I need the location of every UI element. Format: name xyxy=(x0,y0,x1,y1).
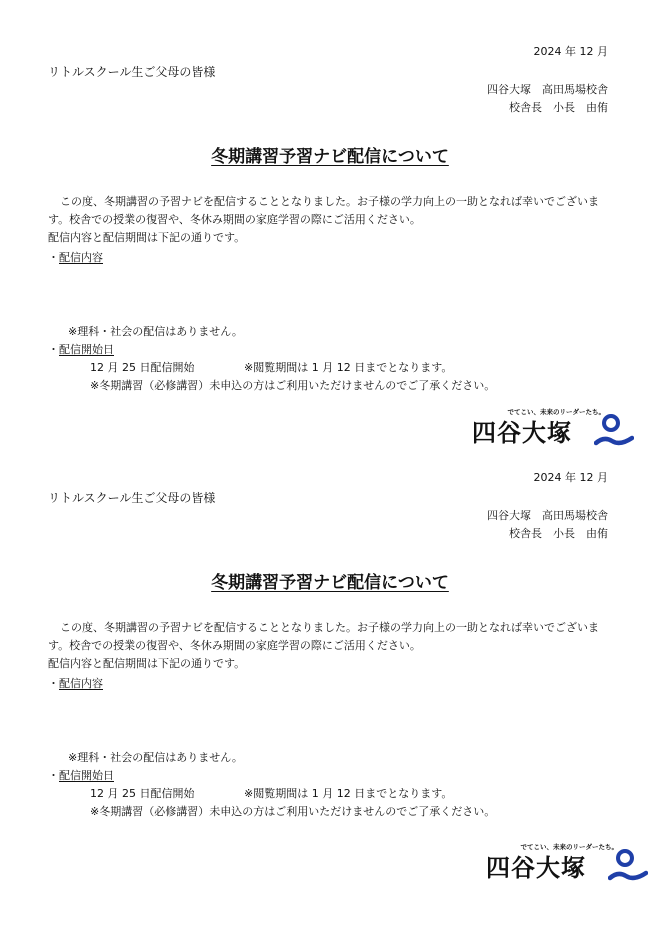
yotsuya-logo-icon xyxy=(594,414,634,448)
bullet: ・ xyxy=(48,677,59,690)
principal-name: 校舎長 小長 由侑 xyxy=(509,101,608,114)
logo-tagline: でてこい、未来のリーダーたち。 xyxy=(507,408,605,416)
body-line-distribution: 配信内容と配信期間は下記の通りです。 xyxy=(48,231,246,244)
body-paragraph: この度、冬期講習の予習ナビを配信することとなりました。お子様の学力向上の一助となれば幸いでございます。校舎での授業の復習や、冬休み期間の家庭学習の際にご活用ください。 xyxy=(48,195,599,226)
school-name: 四谷大塚 高田馬場校舎 xyxy=(487,83,608,96)
notice-date: 2024 年 12 月 xyxy=(533,471,608,484)
notice-title xyxy=(0,146,660,168)
addressee: リトルスクール生ご父母の皆様 xyxy=(48,65,216,79)
section-label: 配信内容 xyxy=(59,251,103,264)
yotsuya-logo-icon xyxy=(608,849,648,883)
title-text: 冬期講習予習ナビ配信について xyxy=(211,573,449,593)
school-name: 四谷大塚 高田馬場校舎 xyxy=(487,509,608,522)
bullet: ・ xyxy=(48,251,59,264)
body-paragraph: この度、冬期講習の予習ナビを配信することとなりました。お子様の学力向上の一助となれば幸いでございます。校舎での授業の復習や、冬休み期間の家庭学習の際にご活用ください。 xyxy=(48,621,599,652)
section-content-heading xyxy=(48,251,103,265)
bullet: ・ xyxy=(48,343,59,356)
principal-name: 校舎長 小長 由侑 xyxy=(509,527,608,540)
section-label: 配信開始日 xyxy=(59,769,114,782)
start-date: 12 月 25 日配信開始 xyxy=(90,361,195,374)
logo-name: 四谷大塚 xyxy=(472,419,572,447)
bullet: ・ xyxy=(48,769,59,782)
section-label: 配信開始日 xyxy=(59,343,114,356)
note-subjects: ※理科・社会の配信はありません。 xyxy=(68,325,243,338)
logo-tagline: でてこい、未来のリーダーたち。 xyxy=(520,843,618,851)
addressee: リトルスクール生ご父母の皆様 xyxy=(48,491,216,505)
viewing-period: ※閲覧期間は 1 月 12 日までとなります。 xyxy=(244,361,453,374)
note-requirement: ※冬期講習（必修講習）未申込の方はご利用いただけませんのでご了承ください。 xyxy=(90,805,496,818)
start-date: 12 月 25 日配信開始 xyxy=(90,787,195,800)
section-start-heading xyxy=(48,343,114,357)
note-requirement: ※冬期講習（必修講習）未申込の方はご利用いただけませんのでご了承ください。 xyxy=(90,379,496,392)
section-content-heading xyxy=(48,677,103,691)
section-start-heading xyxy=(48,769,114,783)
viewing-period: ※閲覧期間は 1 月 12 日までとなります。 xyxy=(244,787,453,800)
note-subjects: ※理科・社会の配信はありません。 xyxy=(68,751,243,764)
logo-name: 四谷大塚 xyxy=(486,854,586,882)
notice-date: 2024 年 12 月 xyxy=(533,45,608,58)
notice-title xyxy=(0,572,660,594)
body-line-distribution: 配信内容と配信期間は下記の通りです。 xyxy=(48,657,246,670)
title-text: 冬期講習予習ナビ配信について xyxy=(211,147,449,167)
section-label: 配信内容 xyxy=(59,677,103,690)
